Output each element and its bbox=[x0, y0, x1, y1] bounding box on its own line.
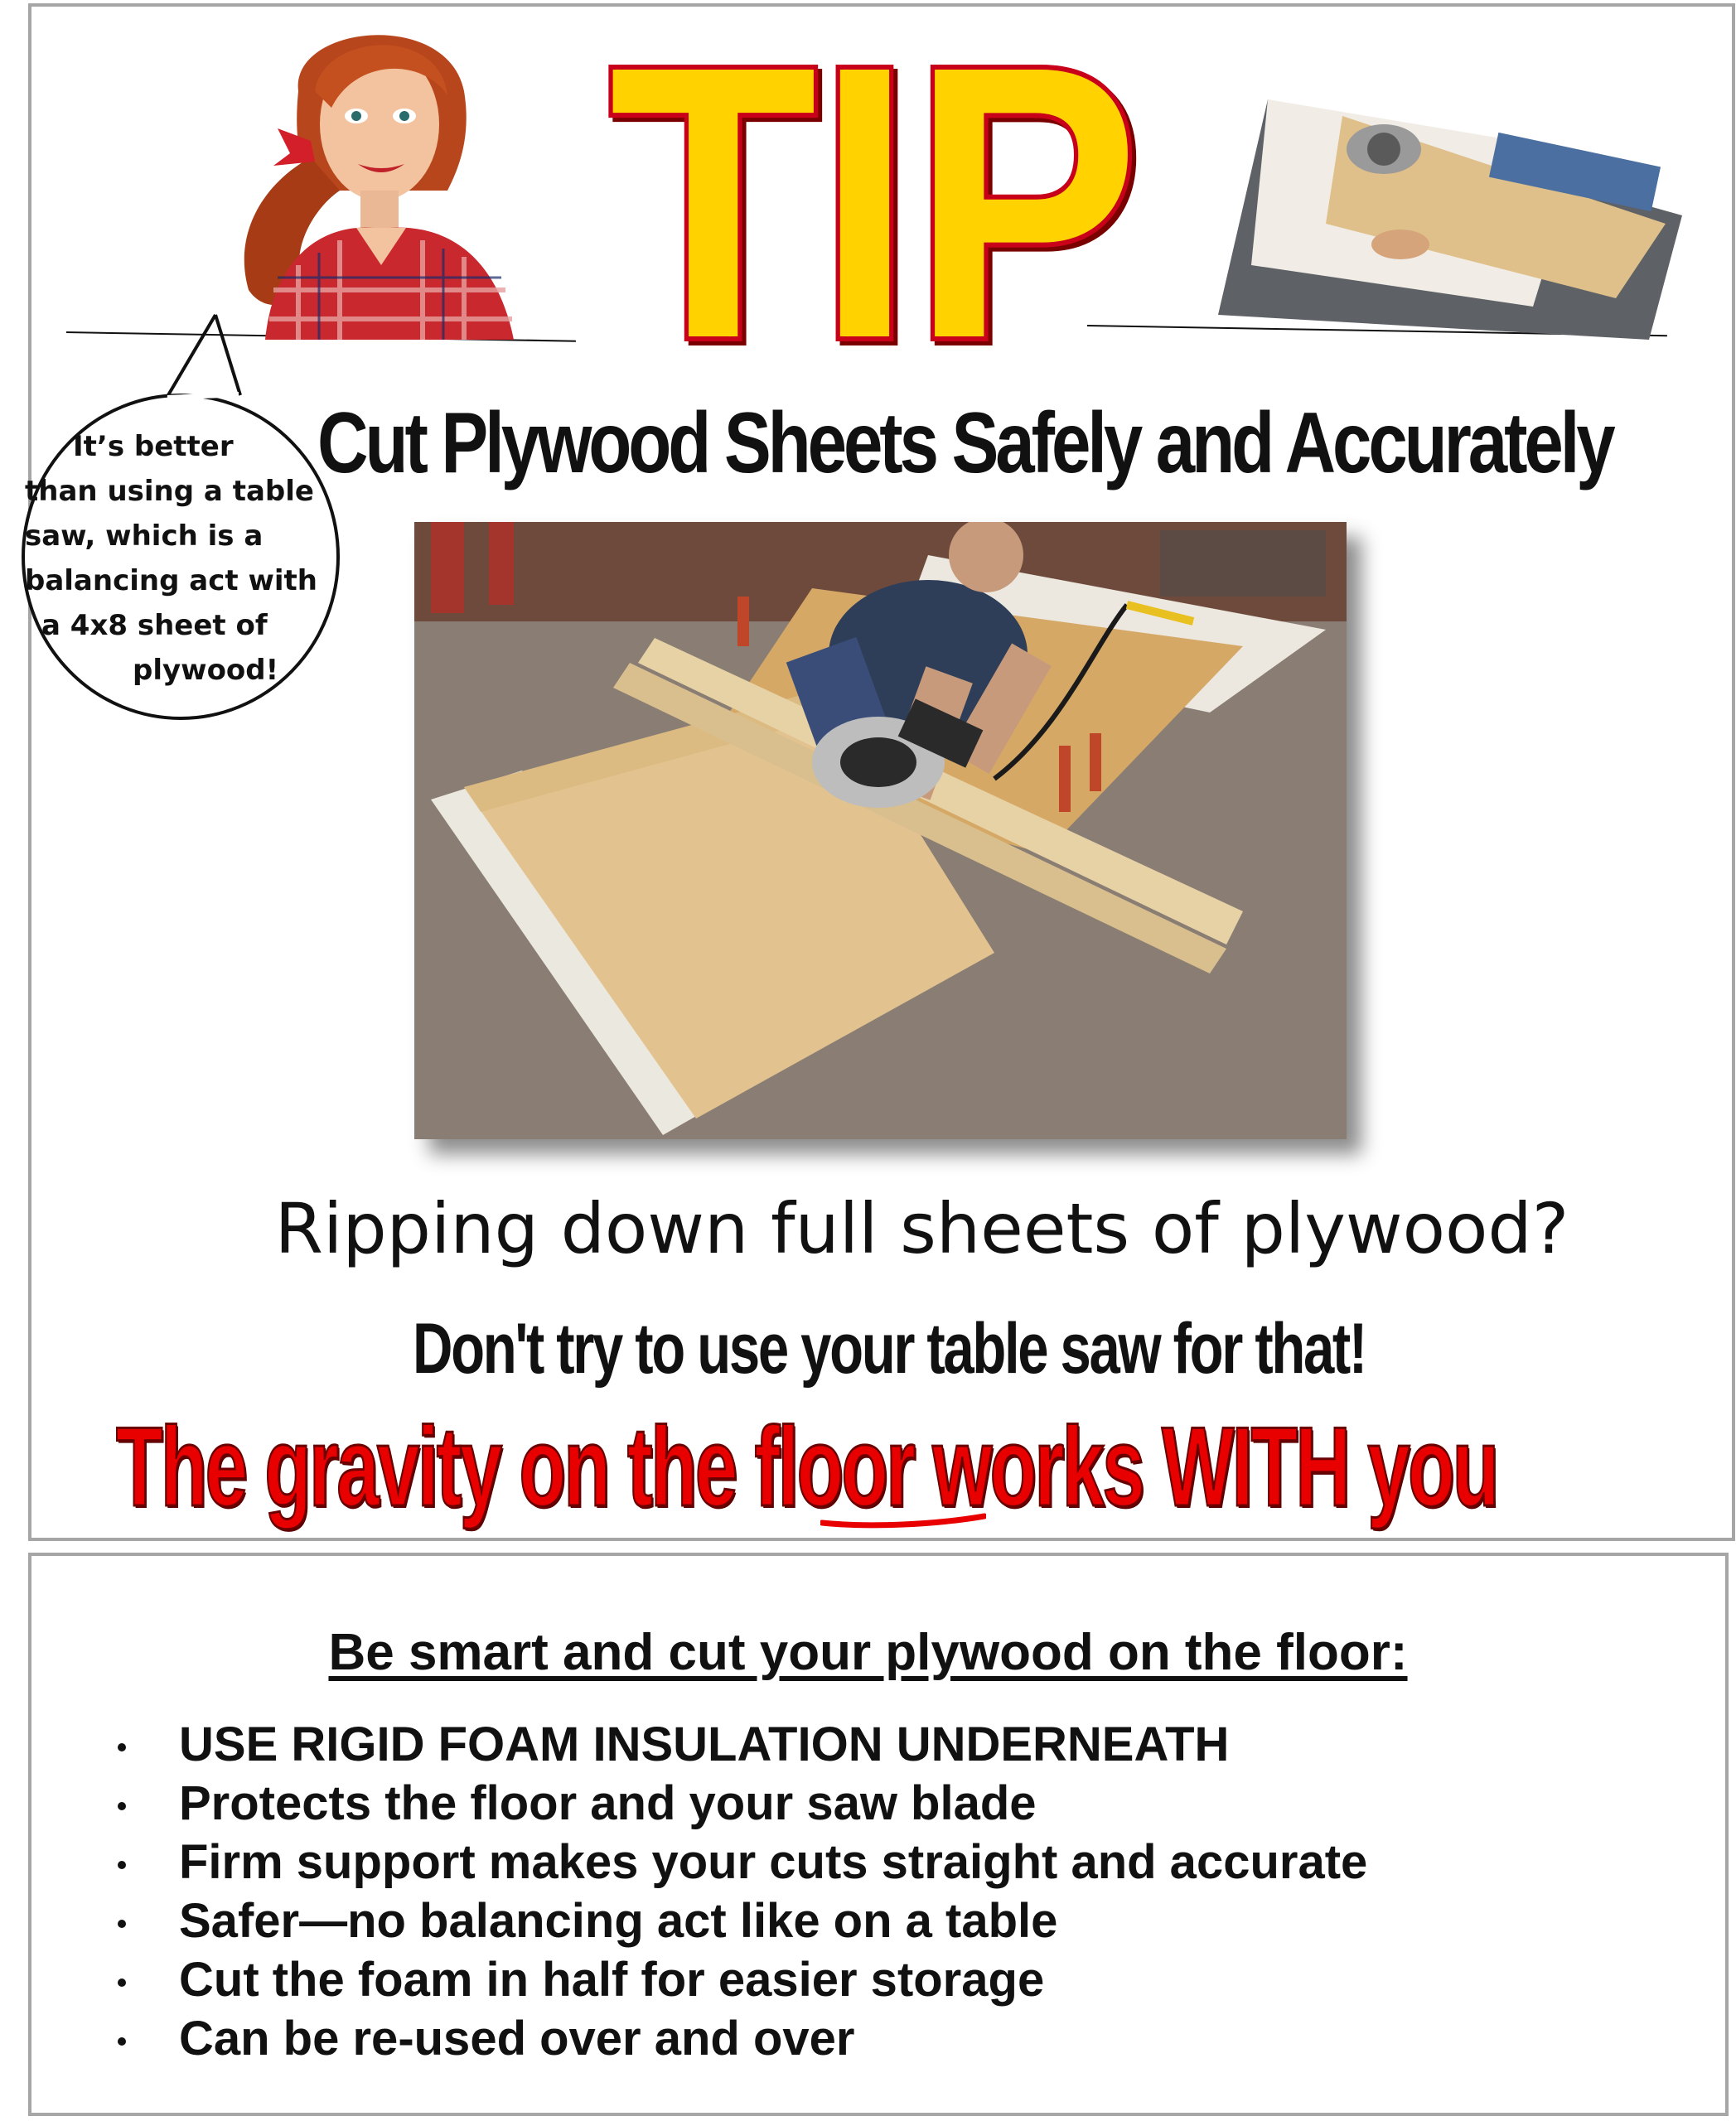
bullet-icon bbox=[118, 1920, 126, 1928]
bubble-line-5: a 4x8 sheet of bbox=[41, 609, 268, 642]
main-photo-circular-saw-on-foam bbox=[414, 522, 1347, 1139]
list-item bbox=[116, 1892, 1367, 1950]
list-item-text: Cut the foam in half for easier storage bbox=[179, 1953, 1045, 2007]
bubble-line-6: plywood! bbox=[133, 654, 279, 687]
bullet-icon bbox=[118, 2037, 126, 2046]
bubble-line-3: saw, which is a bbox=[25, 519, 264, 553]
bullet-icon bbox=[118, 1978, 126, 1987]
list-item bbox=[116, 1715, 1367, 1774]
pinup-woman-illustration bbox=[199, 17, 547, 340]
list-item-text: USE RIGID FOAM INSULATION UNDERNEATH bbox=[179, 1718, 1230, 1771]
tagline-gravity: The gravity on the floor works WITH you bbox=[116, 1404, 1497, 1529]
corner-photo-plywood-cutting bbox=[1218, 99, 1682, 340]
bullet-icon bbox=[118, 1743, 126, 1751]
subtitle: Cut Plywood Sheets Safely and Accurately bbox=[317, 395, 1613, 491]
list-item-text: Safer—no balancing act like on a table bbox=[179, 1894, 1058, 1948]
list-item-text: Protects the floor and your saw blade bbox=[179, 1776, 1037, 1830]
tips-list bbox=[116, 1715, 1367, 2068]
floor-underline-mark bbox=[820, 1508, 986, 1533]
list-item bbox=[116, 2009, 1367, 2068]
list-item bbox=[116, 1774, 1367, 1833]
bubble-line-2: than using a table bbox=[25, 475, 314, 508]
list-item-text: Can be re-used over and over bbox=[179, 2012, 855, 2065]
list-item bbox=[116, 1950, 1367, 2009]
tip-title-text: TIP bbox=[609, 23, 1139, 371]
tip-title bbox=[592, 23, 1156, 371]
bullet-icon bbox=[118, 1802, 126, 1810]
bubble-line-4: balancing act with bbox=[25, 564, 317, 597]
headline-question: Ripping down full sheets of plywood? bbox=[274, 1188, 1569, 1269]
subheadline-warning: Don't try to use your table saw for that! bbox=[413, 1309, 1366, 1389]
bullet-icon bbox=[118, 1861, 126, 1869]
list-heading: Be smart and cut your plywood on the floor: bbox=[328, 1624, 1408, 1681]
list-item-text: Firm support makes your cuts straight and accurate bbox=[179, 1835, 1368, 1889]
list-item bbox=[116, 1833, 1367, 1892]
bubble-line-1: It’s better bbox=[73, 430, 234, 463]
